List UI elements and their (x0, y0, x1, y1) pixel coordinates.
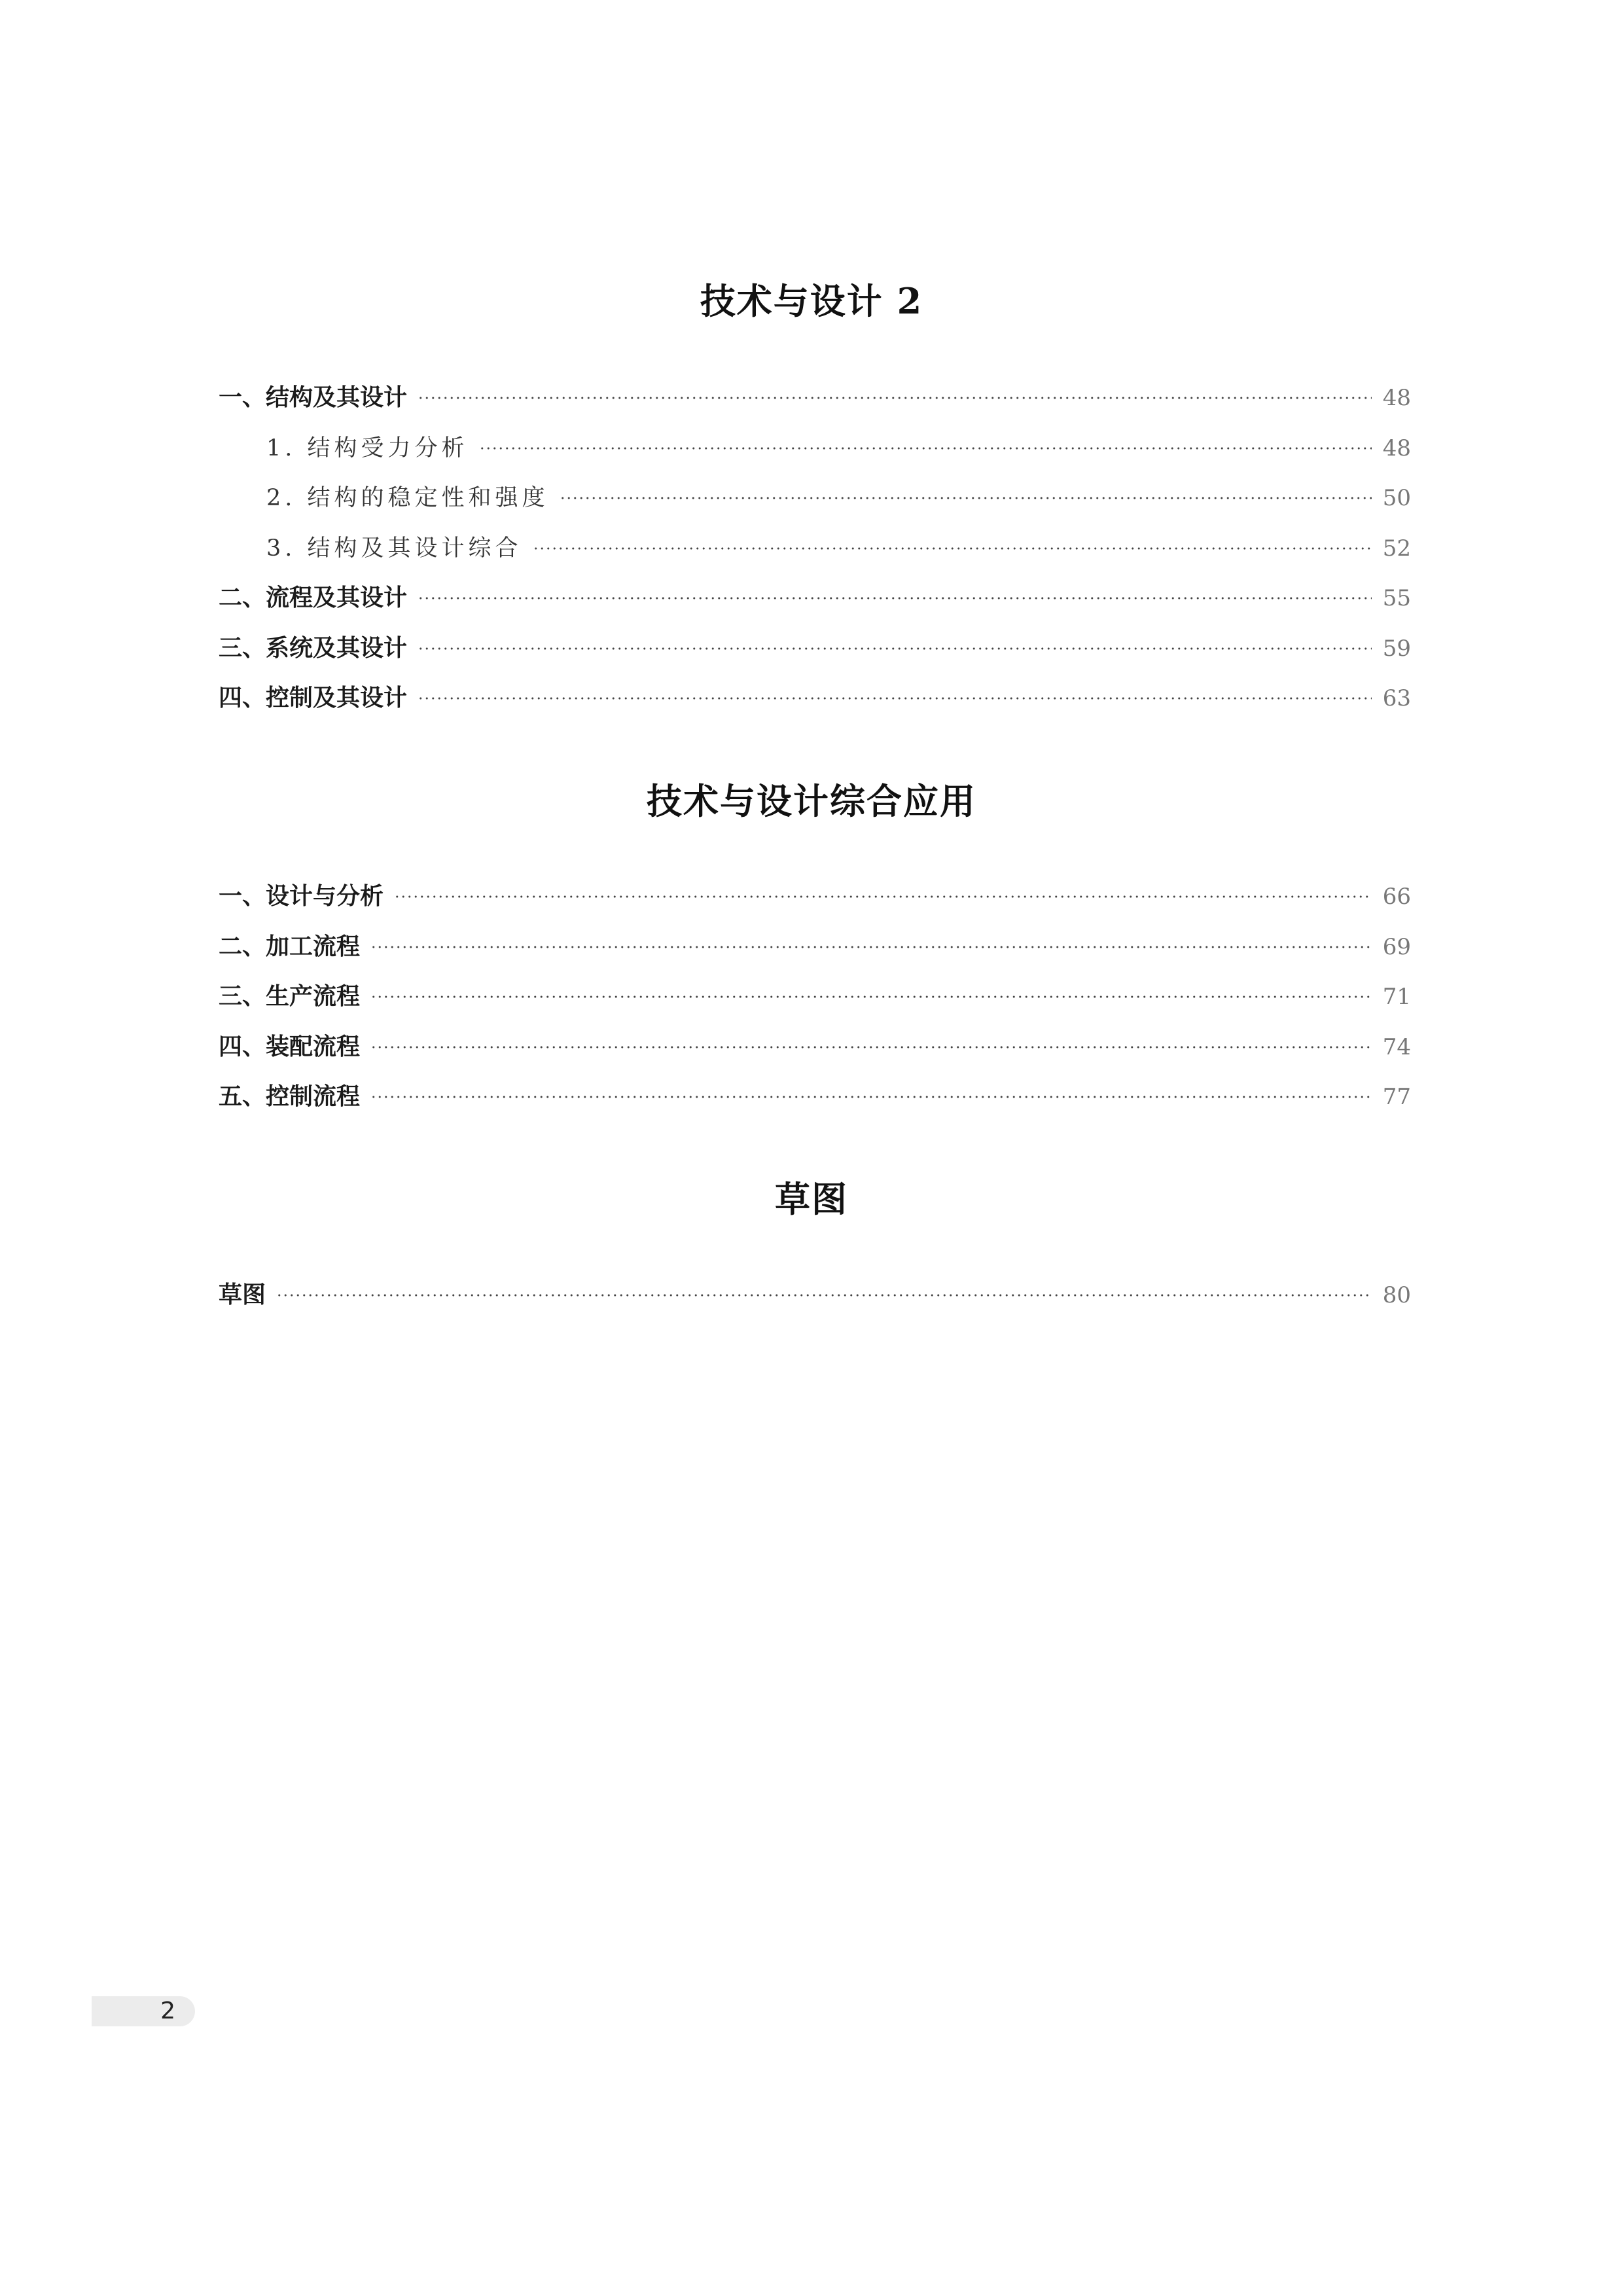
toc-entry-label: 二、加工流程 (219, 933, 361, 960)
dot-leader (418, 397, 1372, 399)
toc-subentry[interactable] (219, 473, 1411, 524)
dot-leader (370, 1046, 1372, 1049)
section-title: 草图 (775, 1178, 848, 1220)
toc-section-list (219, 373, 1411, 724)
toc-subentry[interactable] (219, 423, 1411, 474)
dot-leader (370, 996, 1372, 998)
toc-entry-label: 三、系统及其设计 (219, 634, 408, 662)
dot-leader (394, 895, 1372, 898)
toc-entry-page: 77 (1382, 1084, 1411, 1110)
toc-entry-label: 2. 结构的稳定性和强度 (266, 485, 549, 511)
toc-entry-label: 1. 结构受力分析 (266, 435, 469, 461)
toc-entry-label: 一、设计与分析 (219, 883, 384, 910)
toc-entry-label: 3. 结构及其设计综合 (266, 535, 522, 562)
toc-entry-label: 四、控制及其设计 (219, 685, 408, 711)
toc-entry-label: 二、流程及其设计 (219, 584, 408, 611)
toc-entry-label: 三、生产流程 (219, 983, 361, 1010)
toc-entry-page: 50 (1382, 485, 1411, 511)
toc-section-list (219, 872, 1411, 1122)
toc-entry-page: 69 (1382, 933, 1411, 960)
toc-entry[interactable] (219, 922, 1411, 973)
dot-leader (418, 597, 1372, 600)
toc-entry-page: 80 (1382, 1282, 1411, 1308)
toc-subentry[interactable] (219, 524, 1411, 574)
toc-entry[interactable] (219, 573, 1411, 624)
toc-entry-label: 草图 (219, 1282, 266, 1308)
toc-entry-page: 63 (1382, 685, 1411, 711)
toc-entry-page: 71 (1382, 984, 1411, 1010)
toc-entry[interactable] (219, 1270, 1411, 1321)
toc-entry-page: 55 (1382, 585, 1411, 611)
toc-entry[interactable] (219, 872, 1411, 922)
page-number-tab (92, 1996, 195, 2026)
dot-leader (418, 647, 1372, 650)
toc-section-list (219, 1270, 1411, 1321)
dot-leader (418, 697, 1372, 700)
toc-entry-label: 四、装配流程 (219, 1033, 361, 1060)
dot-leader (276, 1294, 1372, 1297)
page-number: 2 (160, 1998, 175, 2024)
toc-entry-page: 74 (1382, 1033, 1411, 1060)
toc-entry-label: 一、结构及其设计 (219, 384, 408, 411)
section-title: 技术与设计综合应用 (647, 780, 976, 822)
section-title: 技术与设计 2 (700, 280, 923, 322)
toc-entry[interactable] (219, 1022, 1411, 1073)
dot-leader (370, 1096, 1372, 1098)
toc-entry-page: 52 (1382, 535, 1411, 562)
toc-entry[interactable] (219, 673, 1411, 724)
toc-entry-page: 59 (1382, 635, 1411, 662)
toc-entry[interactable] (219, 624, 1411, 674)
toc-entry-page: 48 (1382, 435, 1411, 461)
toc-entry[interactable] (219, 1072, 1411, 1122)
toc-entry-page: 48 (1382, 385, 1411, 411)
toc-entry-label: 五、控制流程 (219, 1083, 361, 1110)
dot-leader (370, 946, 1372, 948)
dot-leader (479, 447, 1372, 450)
toc-entry-page: 66 (1382, 884, 1411, 910)
toc-entry[interactable] (219, 373, 1411, 423)
dot-leader (560, 497, 1372, 499)
dot-leader (533, 547, 1372, 550)
toc-entry[interactable] (219, 972, 1411, 1022)
